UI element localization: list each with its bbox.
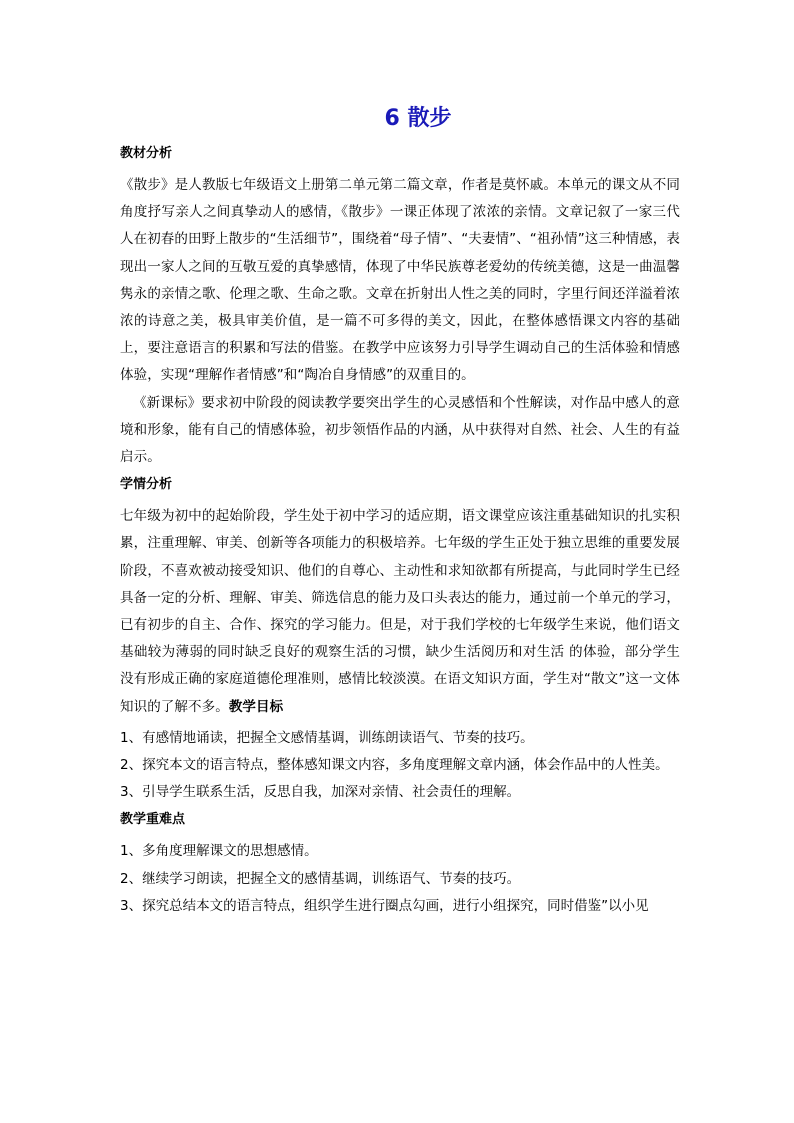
key-point-item-2: 2、继续学习朗读，把握全文的感情基调，训练语气、节奏的技巧。: [120, 870, 521, 887]
key-point-item-1: 1、多角度理解课文的思想感情。: [120, 843, 318, 860]
document-page: [120, 98, 680, 920]
student-analysis-paragraph: [120, 503, 680, 721]
objective-item-2: 2、探究本文的语言特点，整体感知课文内容，多角度理解文章内涵，体会作品中的人性美。: [120, 757, 669, 774]
textbook-analysis-paragraph-2: 《新课标》要求初中阶段的阅读教学要突出学生的心灵感悟和个性解读，对作品中感人的意境和形象，能有自己的情感体验，初步领悟作品的内涵，从中获得对自然、社会、人生的有益启示。: [120, 394, 680, 466]
heading-key-difficult-points: 教学重难点: [120, 812, 186, 828]
objective-item-3: 3、引导学生联系生活，反思自我，加深对亲情、社会责任的理解。: [120, 784, 521, 801]
document-title: 6 散步: [384, 106, 452, 131]
heading-teaching-objectives: 教学目标: [228, 698, 284, 715]
heading-textbook-analysis: 教材分析: [120, 146, 173, 161]
objectives-list: [120, 725, 680, 807]
objective-item-1: 1、有感情地诵读，把握全文感情基调，训练朗读语气、节奏的技巧。: [120, 729, 534, 746]
key-points-list: [120, 838, 680, 920]
key-point-item-3: 3、探究总结本文的语言特点，组织学生进行圈点勾画，进行小组探究，同时借鉴”以小见: [120, 897, 649, 914]
student-analysis-text: 七年级为初中的起始阶段，学生处于初中学习的适应期，语文课堂应该注重基础知识的扎实积累，注重理解、审美、创新等各项能力的积极培养。七年级的学生正处于独立思维的重要发展阶段，不喜欢被动接受知识、他们的自尊心、主动性和求知欲都有所提高，与此同时学生已经具备一定的分析、理解、审美、筛选信息的能力及口头表达的能力，通过前一个单元的学习，已有初步的自主、合作、探究的学习能力。但是，对于我们学校的七年级学生来说，他们语文基础较为薄弱的同时缺乏良好的观察生活的习惯，缺少生活阅历和对生活 的体验，部分学生没有形成正确的家庭道德伦理准则，感情比较淡漠。在语文知识方面，学生对“散文”这一文体知识的了解不多。: [120, 508, 680, 715]
textbook-analysis-paragraph-1: 《散步》是人教版七年级语文上册第二单元第二篇文章，作者是莫怀戚。本单元的课文从不同角度抒写亲人之间真挚动人的感情，《散步》一课正体现了浓浓的亲情。文章记叙了一家三代人在初春的田野上散步的“生活细节”，围绕着“母子情”、“夫妻情”、“祖孙情”这三种情感，表现出一家人之间的互敬互爱的真挚感情，体现了中华民族尊老爱幼的传统美德，这是一曲温馨隽永的亲情之歌、伦理之歌、生命之歌。文章在折射出人性之美的同时，字里行间还洋溢着浓浓的诗意之美，极具审美价值，是一篇不可多得的美文，因此，在整体感悟课文内容的基础上，要注意语言的积累和写法的借鉴。在教学中应该努力引导学生调动自己的生活体验和情感体验，实现“理解作者情感”和“陶冶自身情感”的双重目的。: [120, 177, 680, 384]
heading-student-analysis: 学情分析: [120, 477, 173, 493]
